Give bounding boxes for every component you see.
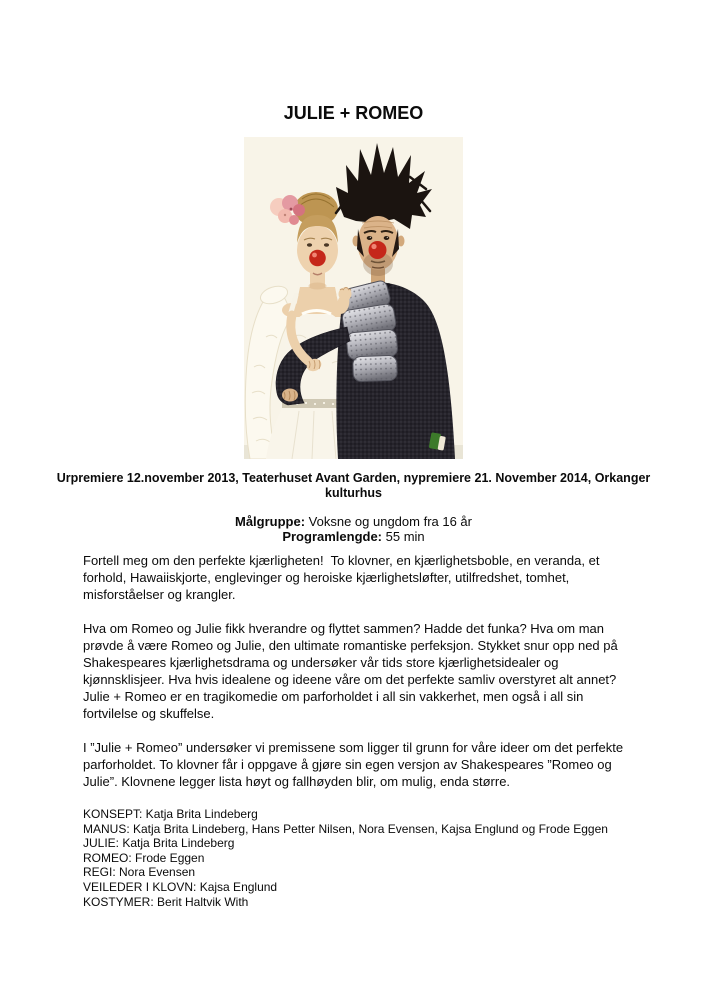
credit-line-julie: JULIE: Katja Brita Lindeberg bbox=[83, 836, 235, 851]
duration-value: 55 min bbox=[382, 529, 425, 544]
premiere-note: Urpremiere 12.november 2013, Teaterhuset Avant Garden, nypremiere 21. November 2014, Orkanger kulturhus bbox=[56, 471, 651, 500]
credit-line-kostymer: KOSTYMER: Berit Haltvik With bbox=[83, 894, 249, 909]
red-clown-nose-woman bbox=[309, 250, 326, 267]
paragraph-concept: Hva om Romeo og Julie fikk hverandre og flyttet sammen? Hadde det funka? Hva om man prøvde å være Romeo og Julie, den ultimate romantiske perfeksjon. Stykket snur opp ned på Shakespeares kjærlighetsdrama og undersøker vår tids store kjærlighetsidealer og kjønnsklisjeer. Hva hvis idealene og ideene våre om det perfekte samliv overstyret alt annet? Julie + Romeo er en tragikomedie om parforholdet i all sin vakkerhet, men også i all sin fortvilelse og skuffelse. bbox=[83, 621, 622, 721]
duration-label: Programlengde: bbox=[282, 529, 383, 544]
body-copy bbox=[83, 552, 635, 790]
paragraph-intro: Fortell meg om den perfekte kjærligheten! To klovner, en kjærlighetsboble, en veranda, et forhold, Hawaiiskjorte, englevinger og heroiske kjærlighetsløfter, utilfredshet, tomhet, misforståelser og krangler. bbox=[83, 553, 604, 602]
production-photo-illustration bbox=[244, 137, 463, 459]
credit-line-konsept: KONSEPT: Katja Brita Lindeberg bbox=[83, 807, 258, 821]
paragraph-premise: I ”Julie + Romeo” undersøker vi premissene som ligger til grunn for våre ideer om det perfekte parforholdet. To klovner får i oppgave å gjøre sin egen versjon av Shakespeares ”Romeo og Julie”. Klovnene legger lista høyt og fallhøyden blir, om mulig, enda større. bbox=[83, 740, 627, 789]
credits-list bbox=[83, 807, 643, 909]
credit-line-romeo: ROMEO: Frode Eggen bbox=[83, 850, 205, 865]
credit-line-regi: REGI: Nora Evensen bbox=[83, 865, 196, 880]
red-clown-nose-man bbox=[369, 241, 387, 259]
production-photo bbox=[244, 137, 463, 459]
meta-block bbox=[0, 514, 707, 544]
page-title: JULIE + ROMEO bbox=[283, 103, 424, 123]
target-group-line bbox=[0, 514, 707, 529]
target-group-label: Målgruppe: bbox=[234, 514, 306, 529]
credit-line-veileder: VEILEDER I KLOVN: Kajsa Englund bbox=[83, 879, 278, 894]
target-group-value: Voksne og ungdom fra 16 år bbox=[305, 514, 472, 529]
credit-line-manus: MANUS: Katja Brita Lindeberg, Hans Petter Nilsen, Nora Evensen, Kajsa Englund og Frode Eggen bbox=[83, 821, 608, 836]
duration-line bbox=[0, 529, 707, 544]
